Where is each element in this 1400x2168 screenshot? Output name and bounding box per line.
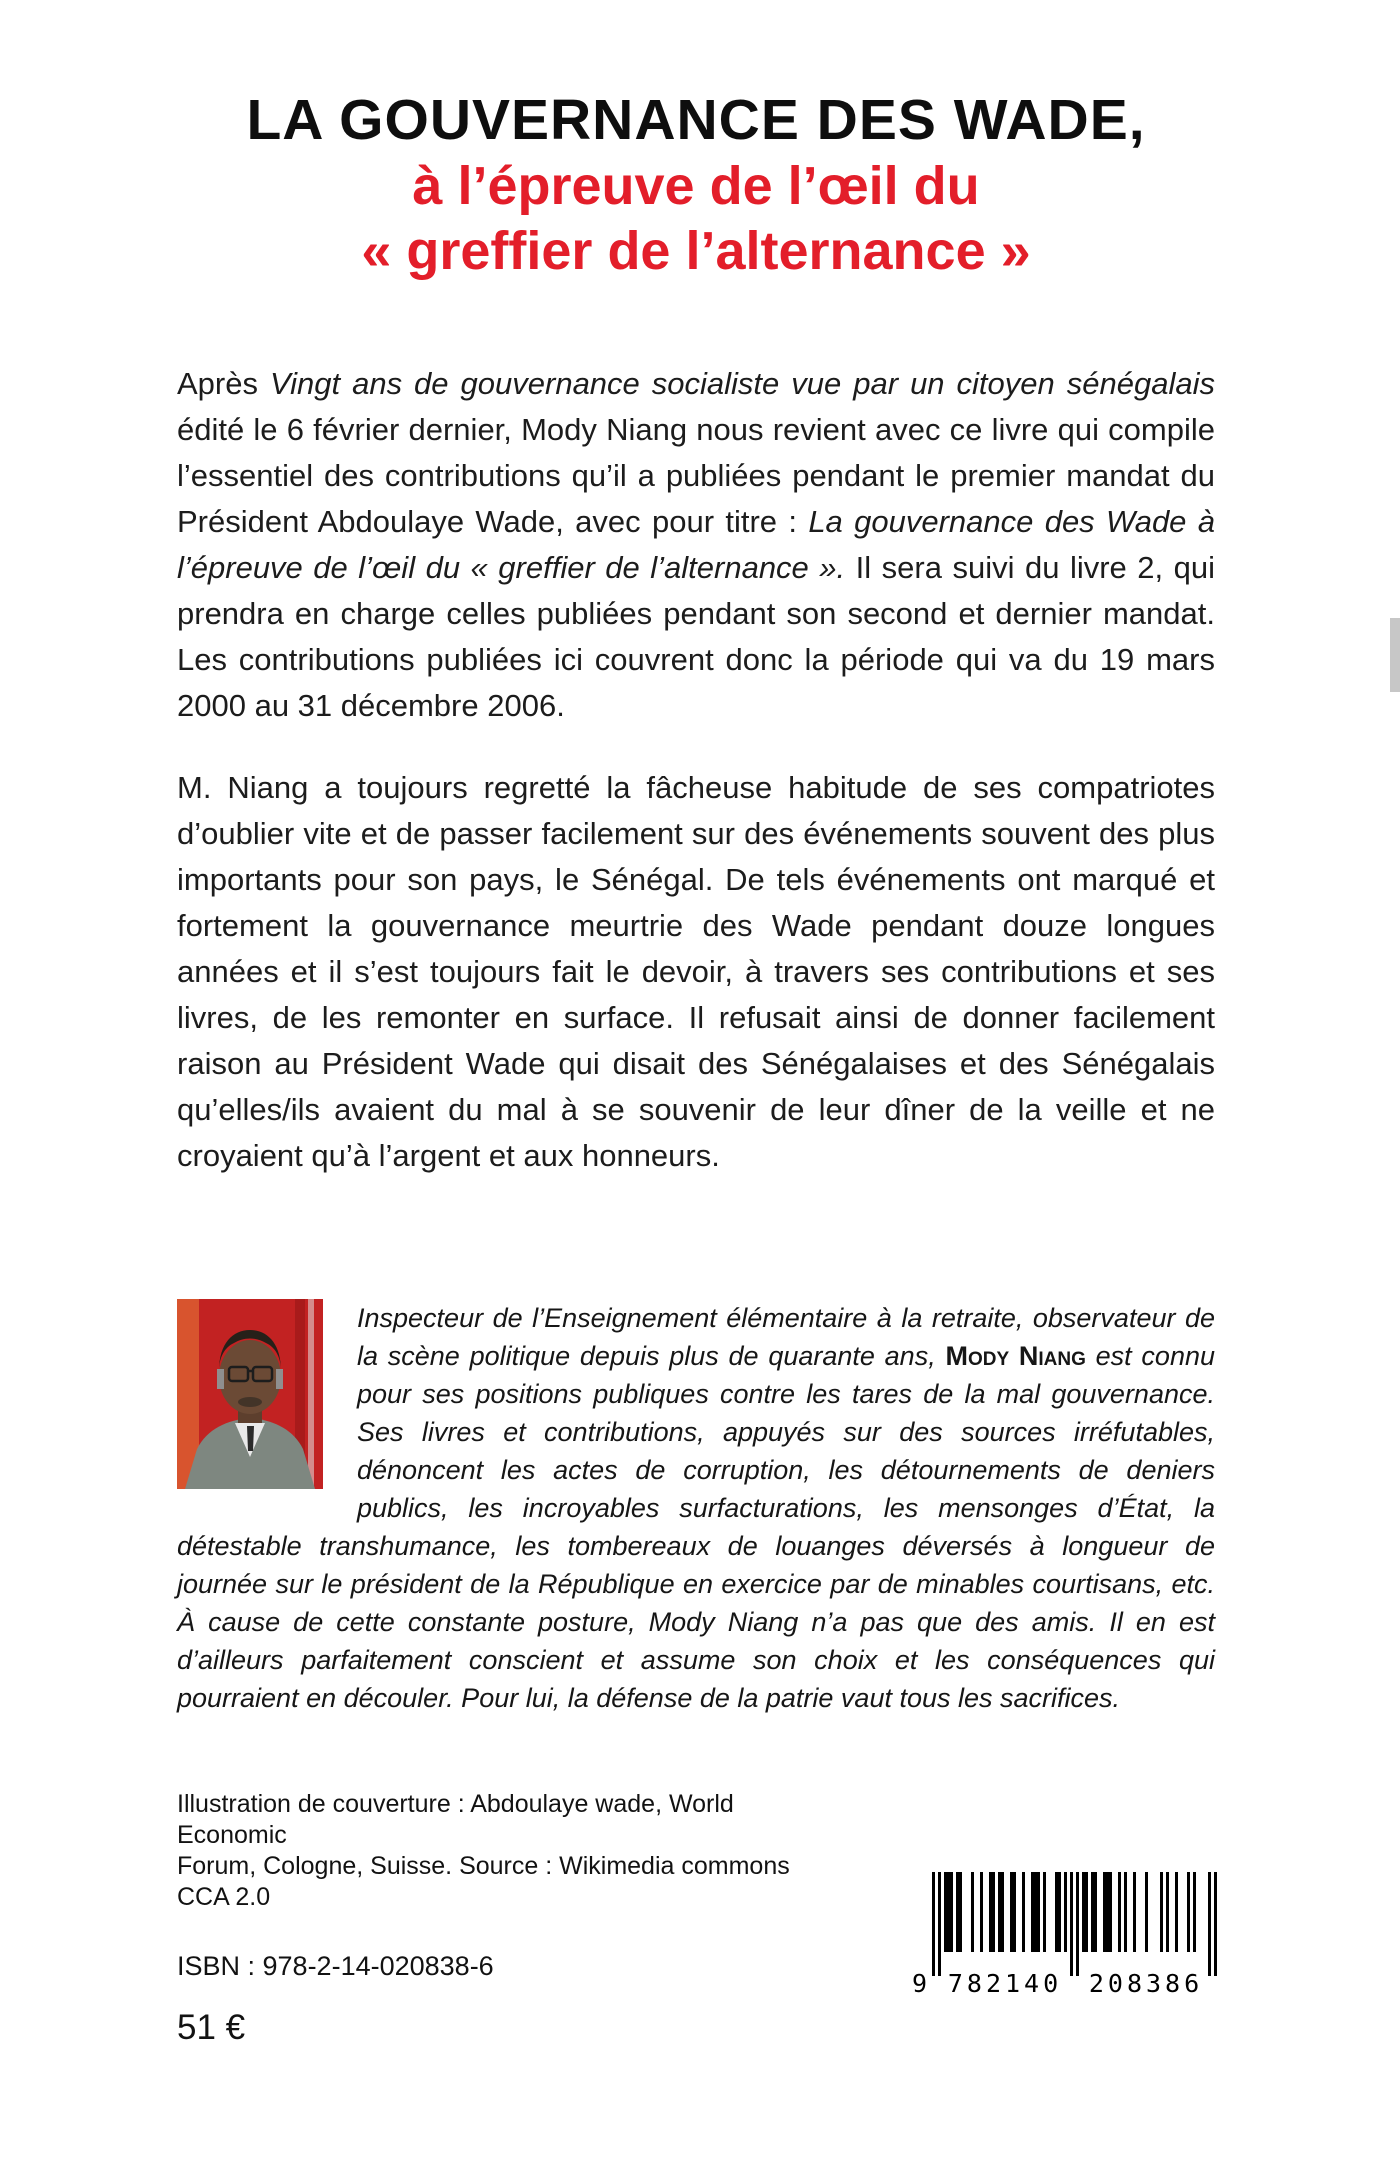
barcode-digits-left: 782140 [947,1969,1063,1998]
author-bio-text [177,1299,1215,1717]
bio-text-1: Inspecteur de l’Enseignement élémentaire à la retraite, observateur de la scène politique depuis plus de quarante ans, [357,1303,1215,1372]
intro-text-2: édité le 6 février dernier, Mody Niang nous revient avec ce livre qui compile l’essentiel des contributions qu’il a publiées pendant le premier mandat du Président Abdoulaye Wade, avec pour titre : [177,412,1215,540]
book-subtitle-line1: à l’épreuve de l’œil du [412,155,980,216]
book-subtitle-line2: « greffier de l’alternance » [361,221,1031,282]
intro-book-title-ref-1: Vingt ans de gouvernance socialiste vue par un citoyen sénégalais [269,366,1215,402]
isbn-text: ISBN : 978-2-14-020838-6 [177,1951,494,1982]
cover-content [177,0,1215,2048]
author-portrait-image [177,1299,323,1489]
title-block [177,88,1215,285]
barcode-bars [912,1872,1217,1998]
scan-edge-artifact [1390,618,1400,692]
credit-line-1: Illustration de couverture : Abdoulaye wade, World Economic [177,1790,734,1850]
cover-illustration-credit [177,1789,837,1913]
author-bio-section [177,1299,1215,1717]
author-photo [177,1299,323,1489]
intro-text-1: Après [177,366,270,402]
author-name: Mody Niang [945,1341,1086,1372]
barcode-digit-prefix: 9 [912,1969,928,1998]
intro-book-title-ref-2: La gouvernance des Wade à l’épreuve de l’œil du « greffier de l’alternance ». [177,504,1215,586]
credit-line-2: Forum, Cologne, Suisse. Source : Wikimedia commons CCA 2.0 [177,1852,790,1912]
barcode [912,1872,1217,1998]
second-paragraph: M. Niang a toujours regretté la fâcheuse habitude de ses compatriotes d’oublier vite et de passer facilement sur des événements souvent des plus importants pour son pays, le Sénégal. De tels événements ont marqué et fortement la gouvernance meurtrie des Wade pendant douze longues années et il s’est toujours fait le devoir, à travers ses contributions et ses livres, de les remonter en surface. Il refusait ainsi de donner facilement raison au Président Wade qui disait des Sénégalaises et des Sénégalais qu’elles/ils avaient du mal à se souvenir de leur dîner de la veille et ne croyaient qu’à l’argent et aux honneurs. [177,770,1215,1174]
intro-paragraph [177,361,1215,729]
barcode-digits-right: 208386 [1088,1969,1204,1998]
book-title: LA GOUVERNANCE DES WADE, [246,88,1146,152]
price-text: 51 € [177,2008,246,2048]
intro-text-3: Il sera suivi du livre 2, qui prendra en charge celles publiées pendant son second et dernier mandat. Les contributions publiées ici couvrent donc la période qui va du 19 mars 2000 au 31 décembre 2006. [177,550,1215,724]
bio-text-2: est connu pour ses positions publiques contre les tares de la mal gouvernance. Ses livres et contributions, appuyés sur des sources irréfutables, dénoncent les actes de corruption, les détournements de deniers publics, les incroyables surfacturations, les mensonges d’État, la détestable transhumance, les tombereaux de louanges déversés à longueur de journée sur le président de la République en exercice par de minables courtisans, etc. À cause de cette constante posture, Mody Niang n’a pas que des amis. Il en est d’ailleurs parfaitement conscient et assume son choix et les conséquences qui pourraient en découler. Pour lui, la défense de la patrie vaut tous les sacrifices. [177,1341,1215,1714]
